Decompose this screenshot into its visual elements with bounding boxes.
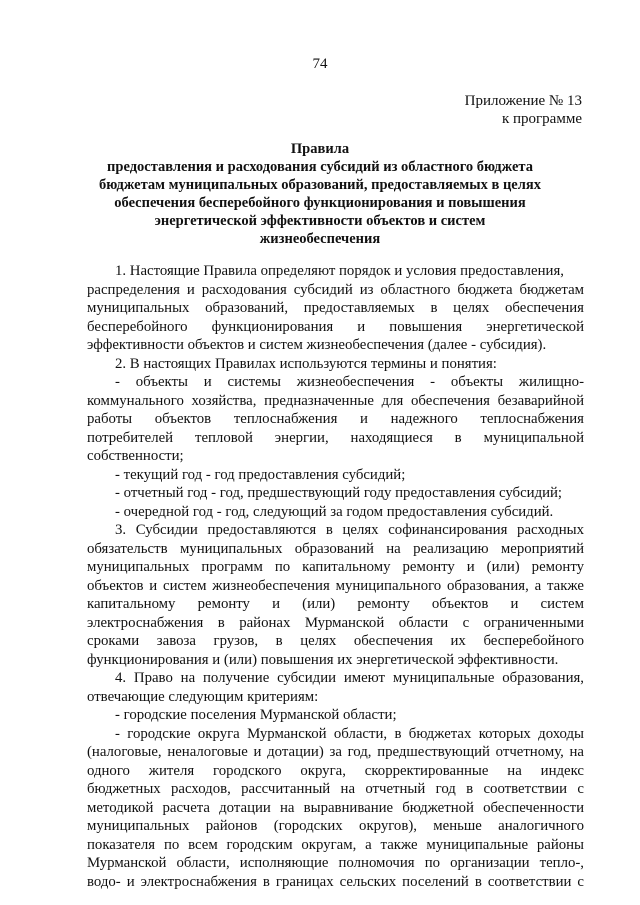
title-line: бюджетам муниципальных образований, предоставляемых в целях: [99, 177, 541, 193]
body-line: эффективности объектов и систем жизнеобеспечения (далее - субсидия).: [87, 337, 547, 353]
appendix-reference: [465, 92, 582, 128]
body-line: сроками завоза грузов, в целях обеспечения их бесперебойного: [87, 633, 584, 649]
body-line: капитальному ремонту и (или) ремонту объектов и систем: [87, 596, 584, 612]
document-title: [80, 140, 560, 248]
body-line: Мурманской области, исполняющие полномочия по организации тепло-,: [87, 855, 584, 871]
body-line: - городские поселения Мурманской области;: [115, 707, 397, 723]
body-line: (налоговые, неналоговые и дотации) за год, предшествующий отчетному, на: [87, 744, 584, 760]
appendix-number: Приложение № 13: [464, 93, 582, 109]
body-line: показателя по всем городским округам, а также муниципальные районы: [87, 836, 584, 853]
body-line: объектов и систем жизнеобеспечения муниципального образования, а также: [87, 577, 584, 594]
body-line: - городские округа Мурманской области, в бюджетах которых доходы: [115, 725, 584, 742]
body-line: - объекты и системы жизнеобеспечения - объекты жилищно-: [115, 374, 584, 390]
body-line: коммунального хозяйства, предназначенные для обеспечения безаварийной: [87, 392, 584, 409]
body-line: функционирования и (или) повышения их энергетической эффективности.: [87, 651, 559, 668]
body-line: отвечающие следующим критериям:: [87, 688, 319, 705]
body-line: распределения и расходования субсидий из областного бюджета бюджетам: [87, 281, 584, 298]
body-line: одного жителя городского округа, скорректированные на индекс: [87, 762, 584, 779]
body-line: электроснабжения в районах Мурманской области с ограниченными: [87, 614, 584, 631]
title-line: предоставления и расходования субсидий из областного бюджета: [107, 159, 533, 175]
body-line: - очередной год - год, следующий за годом предоставления субсидий.: [115, 503, 554, 520]
title-line: обеспечения бесперебойного функционирования и повышения: [114, 195, 526, 211]
body-line: 4. Право на получение субсидии имеют муниципальные образования,: [115, 670, 584, 686]
body-line: бюджетных расходов, рассчитанный на отчетный год в соответствии с: [87, 781, 584, 797]
body-line: обязательств муниципальных образований на реализацию мероприятий: [87, 540, 584, 557]
body-line: работы объектов теплоснабжения и надежного теплоснабжения: [87, 411, 584, 427]
body-line: собственности;: [87, 448, 184, 464]
body-line: водо- и электроснабжения в границах сельских поселений в соответствии с: [87, 873, 584, 890]
body-line: 2. В настоящих Правилах используются термины и понятия:: [115, 355, 497, 372]
body-line: методикой расчета дотации на выравнивание бюджетной обеспеченности: [87, 799, 584, 816]
appendix-program: к программе: [501, 111, 582, 127]
title-line: жизнеобеспечения: [259, 231, 381, 247]
title-heading: Правила: [290, 141, 350, 157]
body-line: - текущий год - год предоставления субсидий;: [115, 466, 406, 483]
body-line: 3. Субсидии предоставляются в целях софинансирования расходных: [115, 522, 584, 538]
body-line: бесперебойного функционирования и повышения энергетической: [87, 318, 584, 335]
page-number: 74: [312, 56, 328, 72]
document-body: [87, 262, 584, 891]
body-line: муниципальных программ по капитальному ремонту и (или) ремонту: [87, 559, 584, 575]
title-line: энергетической эффективности объектов и систем: [154, 213, 486, 229]
body-line: потребителей тепловой энергии, находящиеся в муниципальной: [87, 429, 584, 446]
body-line: - отчетный год - год, предшествующий году предоставления субсидий;: [115, 485, 563, 501]
body-line: муниципальных образований, предоставляемых в целях обеспечения: [87, 300, 584, 316]
body-line: муниципальных районов (городских округов), меньше аналогичного: [87, 818, 584, 834]
body-line: 1. Настоящие Правила определяют порядок и условия предоставления,: [115, 263, 564, 279]
